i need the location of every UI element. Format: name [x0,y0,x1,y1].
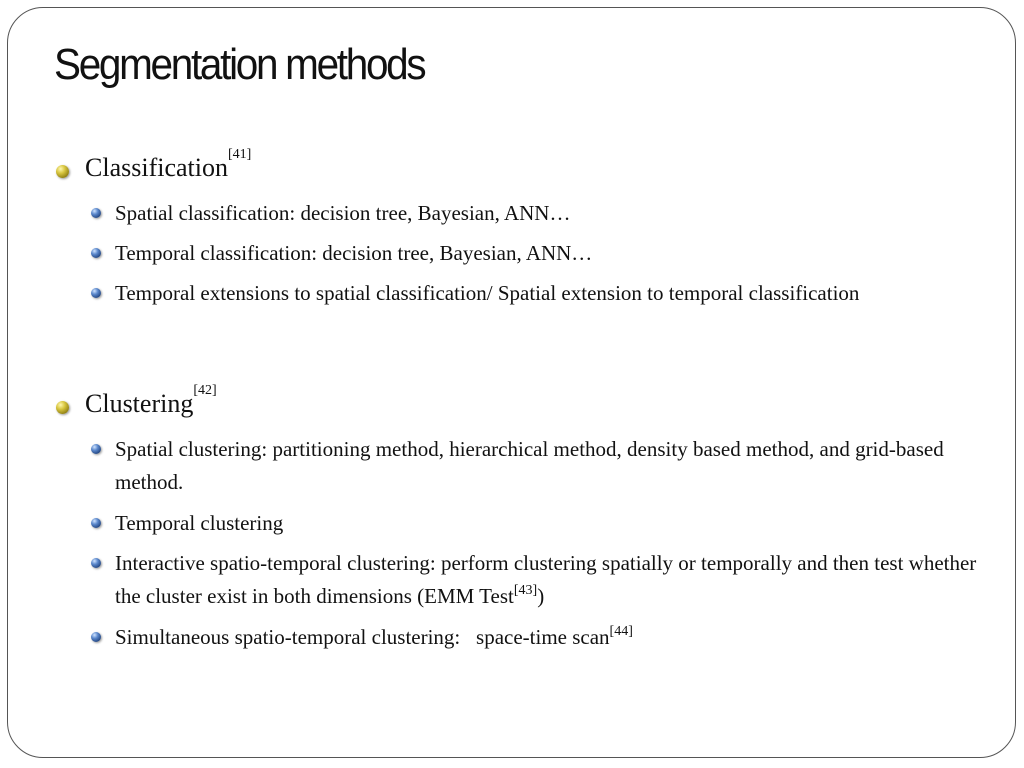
list-item [115,547,995,613]
list-item: Temporal extensions to spatial classification/ Spatial extension to temporal classification [115,281,860,305]
item-tail: ) [537,584,545,608]
sub-bullet-icon [91,632,101,642]
sub-bullet-icon [91,558,101,568]
heading-text: Clustering [85,389,194,418]
list-item [115,621,995,654]
citation: [44] [609,624,633,639]
citation: [42] [193,383,217,398]
item-text: Interactive spatio-temporal clustering: perform clustering spatially or temporally and then test whether the cluster exist in both dimensions (EMM Test [115,551,977,608]
bullet-icon [56,165,69,178]
citation: [43] [513,583,538,598]
sub-bullet-icon [91,518,101,528]
citation: [41] [227,147,252,162]
sub-bullet-icon [91,444,101,454]
list-item: Spatial clustering: partitioning method, hierarchical method, density based method, and grid-based method. [115,437,944,494]
list-item: Temporal clustering [115,511,284,535]
section-heading-classification [85,147,252,183]
bullet-icon [56,401,69,414]
sub-bullet-icon [91,288,101,298]
list-item: Spatial classification: decision tree, Bayesian, ANN… [115,201,571,225]
list-item: Temporal classification: decision tree, Bayesian, ANN… [115,241,593,265]
sub-bullet-icon [91,208,101,218]
item-text: Simultaneous spatio-temporal clustering: space-time scan [115,625,610,649]
slide-title: Segmentation methods [54,40,425,89]
sub-bullet-icon [91,248,101,258]
heading-text: Classification [85,153,228,182]
section-heading-clustering [85,383,217,419]
